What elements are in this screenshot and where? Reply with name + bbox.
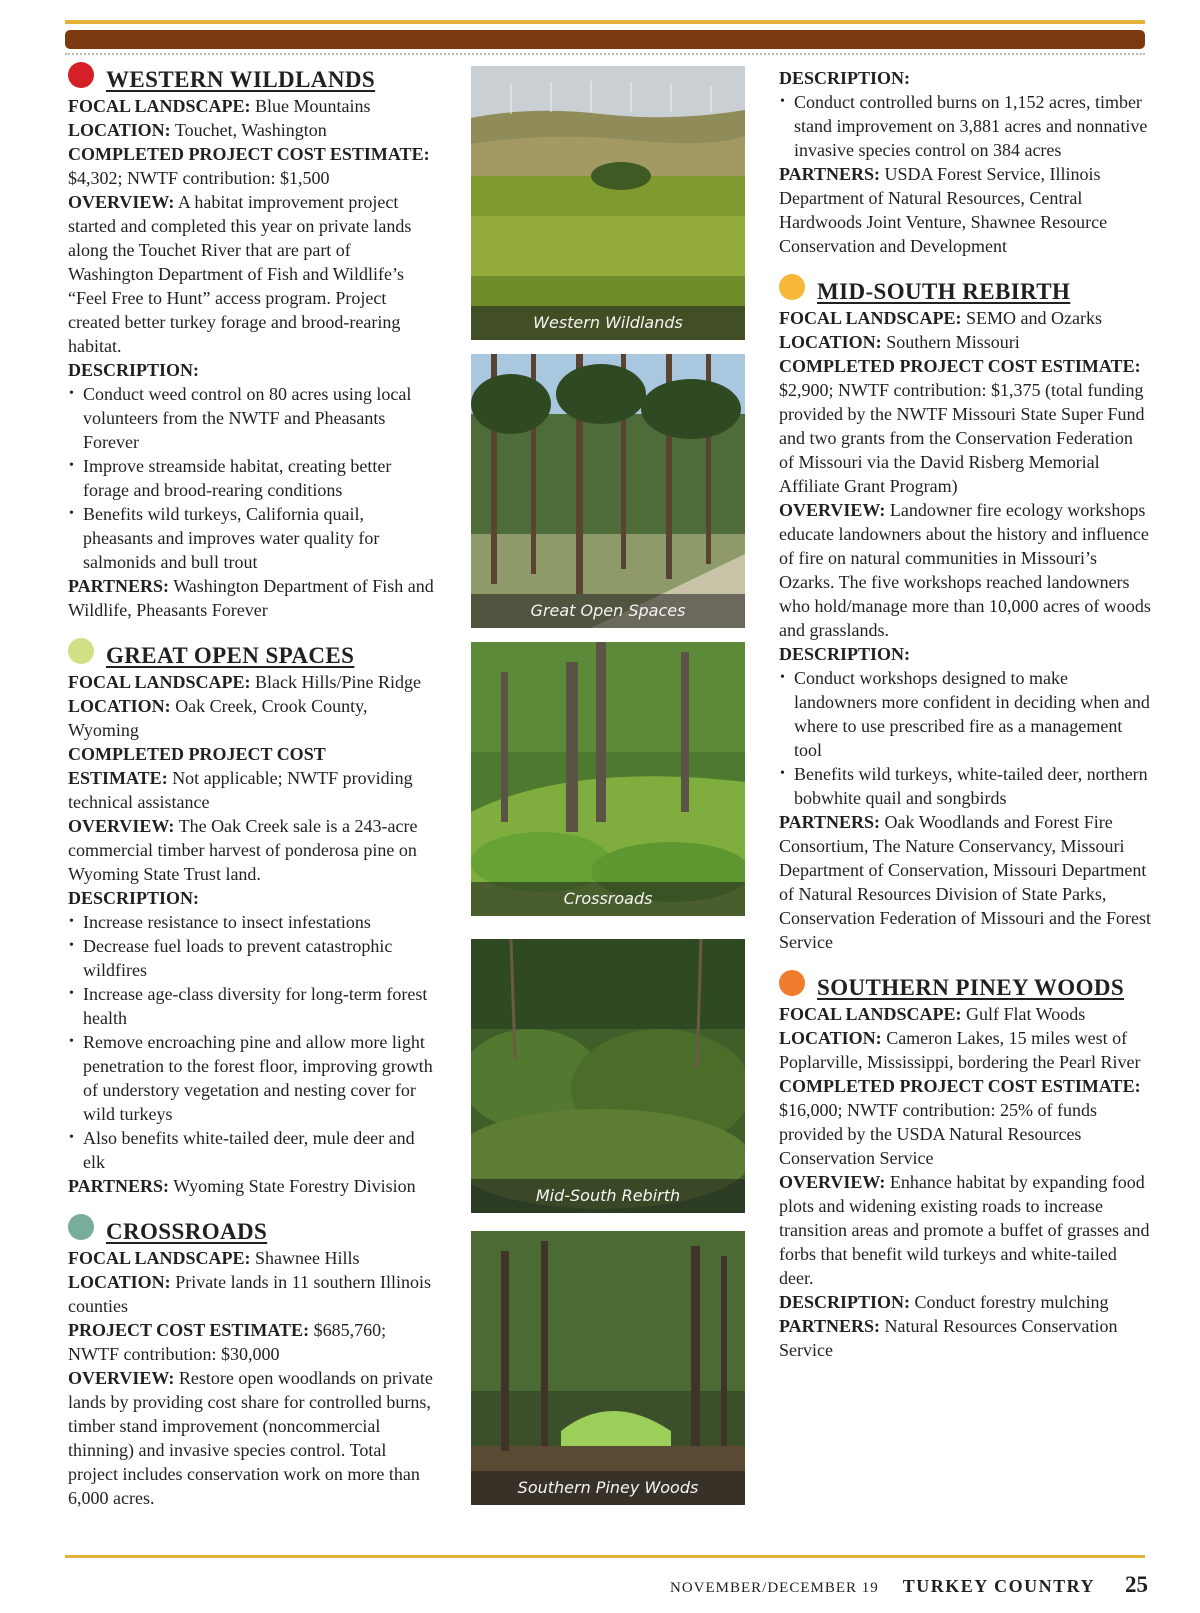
list-item: • Conduct weed control on 80 acres using local volunteers from the NWTF and Pheasants Forever — [68, 382, 438, 454]
section-crossroads-continued — [779, 66, 1151, 258]
page-number: 25 — [1125, 1572, 1148, 1597]
bottom-gold-rule — [65, 1555, 1145, 1558]
list-item: • Increase resistance to insect infestations — [68, 910, 438, 934]
issue-date: NOVEMBER/DECEMBER 19 — [670, 1580, 879, 1596]
project-cost: PROJECT COST ESTIMATE: $685,760; NWTF contribution: $30,000 — [68, 1320, 387, 1364]
section-title: MID-SOUTH REBIRTH — [817, 279, 1071, 304]
description-label: DESCRIPTION: — [68, 360, 200, 380]
section-heading — [779, 278, 1151, 306]
list-item: • Remove encroaching pine and allow more light penetration to the forest floor, improving growth of understory vegetation and nesting cover for wild turkeys — [68, 1030, 438, 1126]
magazine-name: TURKEY COUNTRY — [902, 1576, 1095, 1596]
top-gold-rule — [65, 20, 1145, 24]
list-item: • Benefits wild turkeys, California quail, pheasants and improves water quality for salmonids and bull trout — [68, 502, 438, 574]
hardwood-forest-image — [471, 642, 745, 916]
location: LOCATION: Southern Missouri — [779, 332, 1020, 352]
photo-caption: Mid-South Rebirth — [471, 1179, 745, 1213]
pine-forest-image — [471, 354, 745, 628]
page-footer — [670, 1572, 1148, 1598]
list-item: • Decrease fuel loads to prevent catastrophic wildfires — [68, 934, 438, 982]
focal-landscape: FOCAL LANDSCAPE: Blue Mountains — [68, 96, 371, 116]
location: LOCATION: Private lands in 11 southern Illinois counties — [68, 1272, 431, 1316]
section-heading — [68, 66, 438, 94]
section-heading — [779, 974, 1151, 1002]
cost-value: $2,900; NWTF contribution: $1,375 (total funding provided by the NWTF Missouri State Super Fund and two grants from the Conservation Federation of Missouri via the David Risberg Memorial Affiliate Grant Program) — [779, 380, 1145, 496]
teal-circle-icon — [68, 1214, 94, 1240]
section-mid-south-rebirth — [779, 278, 1151, 954]
description-label: DESCRIPTION: — [68, 888, 200, 908]
focal-landscape: FOCAL LANDSCAPE: Gulf Flat Woods — [779, 1004, 1086, 1024]
description-label: DESCRIPTION: — [779, 68, 911, 88]
description-label: DESCRIPTION: — [779, 644, 911, 664]
section-southern-piney-woods — [779, 974, 1151, 1362]
section-title: SOUTHERN PINEY WOODS — [817, 975, 1125, 1000]
photo-crossroads — [471, 642, 745, 916]
location: LOCATION: Cameron Lakes, 15 miles west of Poplarville, Mississippi, bordering the Pearl River — [779, 1028, 1141, 1072]
photo-great-open-spaces — [471, 354, 745, 628]
overview: OVERVIEW: Landowner fire ecology workshops educate landowners about the history and influence of fire on natural communities in Missouri’s Ozarks. The five workshops reached landowners who hold/manage more than 10,000 acres of woods and grasslands. — [779, 500, 1151, 640]
cost-label: COMPLETED PROJECT COST ESTIMATE: — [68, 144, 430, 164]
description-list — [779, 90, 1151, 162]
photo-mid-south-rebirth — [471, 939, 745, 1213]
focal-landscape: FOCAL LANDSCAPE: SEMO and Ozarks — [779, 308, 1102, 328]
photo-southern-piney-woods — [471, 1231, 745, 1505]
overview: OVERVIEW: A habitat improvement project started and completed this year on private lands along the Touchet River that are part of Washington Department of Fish and Wildlife’s “Feel Free to Hunt” access program. Project created better turkey forage and brood-rearing habitat. — [68, 192, 412, 356]
right-column — [779, 66, 1151, 1362]
left-column — [68, 66, 438, 1510]
cost-label: COMPLETED PROJECT COST — [68, 744, 326, 764]
photo-western-wildlands — [471, 66, 745, 340]
section-title: CROSSROADS — [106, 1219, 268, 1244]
section-western-wildlands — [68, 66, 438, 622]
list-item: • Also benefits white-tailed deer, mule deer and elk — [68, 1126, 438, 1174]
focal-landscape: FOCAL LANDSCAPE: Black Hills/Pine Ridge — [68, 672, 422, 692]
orange-circle-icon — [779, 970, 805, 996]
partners: PARTNERS: Washington Department of Fish and Wildlife, Pheasants Forever — [68, 576, 434, 620]
partners: PARTNERS: Wyoming State Forestry Division — [68, 1176, 416, 1196]
overview: OVERVIEW: Restore open woodlands on private lands by providing cost share for controlled burns, timber stand improvement (noncommercial thinning) and invasive species control. Total project includes conservation work on more than 6,000 acres. — [68, 1368, 433, 1508]
list-item: • Conduct workshops designed to make landowners more confident in deciding when and where to use prescribed fire as a management tool — [779, 666, 1151, 762]
photo-caption: Southern Piney Woods — [471, 1471, 745, 1505]
section-crossroads — [68, 1218, 438, 1510]
description-list — [68, 910, 438, 1174]
yellow-circle-icon — [779, 274, 805, 300]
section-great-open-spaces — [68, 642, 438, 1198]
cost-value: $16,000; NWTF contribution: 25% of funds provided by the USDA Natural Resources Conservation Service — [779, 1100, 1097, 1168]
section-title: GREAT OPEN SPACES — [106, 643, 355, 668]
focal-landscape: FOCAL LANDSCAPE: Shawnee Hills — [68, 1248, 360, 1268]
section-heading — [68, 1218, 438, 1246]
forest-road-image — [471, 1231, 745, 1505]
section-title: WESTERN WILDLANDS — [106, 67, 376, 92]
description-list — [779, 666, 1151, 810]
cost-value: ESTIMATE: Not applicable; NWTF providing technical assistance — [68, 768, 413, 812]
cost-label: COMPLETED PROJECT COST ESTIMATE: — [779, 1076, 1141, 1096]
list-item: • Increase age-class diversity for long-term forest health — [68, 982, 438, 1030]
dotted-divider — [65, 53, 1145, 55]
partners: PARTNERS: USDA Forest Service, Illinois Department of Natural Resources, Central Hardwoods Joint Venture, Shawnee Resource Conservation and Development — [779, 164, 1108, 256]
photo-caption: Great Open Spaces — [471, 594, 745, 628]
cost-label: COMPLETED PROJECT COST ESTIMATE: — [779, 356, 1141, 376]
overview: OVERVIEW: Enhance habitat by expanding food plots and widening existing roads to increase transition areas and promote a buffet of grasses and forbs that benefit wild turkeys and white-tailed deer. — [779, 1172, 1150, 1288]
photo-caption: Western Wildlands — [471, 306, 745, 340]
list-item: • Improve streamside habitat, creating better forage and brood-rearing conditions — [68, 454, 438, 502]
grassland-hills-image — [471, 66, 745, 340]
red-circle-icon — [68, 62, 94, 88]
dense-woodland-image — [471, 939, 745, 1213]
list-item: • Conduct controlled burns on 1,152 acres, timber stand improvement on 3,881 acres and nonnative invasive species control on 384 acres — [779, 90, 1151, 162]
location: LOCATION: Touchet, Washington — [68, 120, 327, 140]
location: LOCATION: Oak Creek, Crook County, Wyoming — [68, 696, 368, 740]
overview: OVERVIEW: The Oak Creek sale is a 243-acre commercial timber harvest of ponderosa pine on Wyoming State Trust land. — [68, 816, 418, 884]
cost-value: $4,302; NWTF contribution: $1,500 — [68, 168, 330, 188]
section-heading — [68, 642, 438, 670]
lime-circle-icon — [68, 638, 94, 664]
description: DESCRIPTION: Conduct forestry mulching — [779, 1292, 1109, 1312]
list-item: • Benefits wild turkeys, white-tailed deer, northern bobwhite quail and songbirds — [779, 762, 1151, 810]
header-band — [65, 30, 1145, 49]
photo-caption: Crossroads — [471, 882, 745, 916]
partners: PARTNERS: Oak Woodlands and Forest Fire Consortium, The Nature Conservancy, Missouri Department of Conservation, Missouri Department of Natural Resources Division of State Parks, Conservation Federation of Missouri and the Forest Service — [779, 812, 1151, 952]
description-list — [68, 382, 438, 574]
partners: PARTNERS: Natural Resources Conservation Service — [779, 1316, 1118, 1360]
